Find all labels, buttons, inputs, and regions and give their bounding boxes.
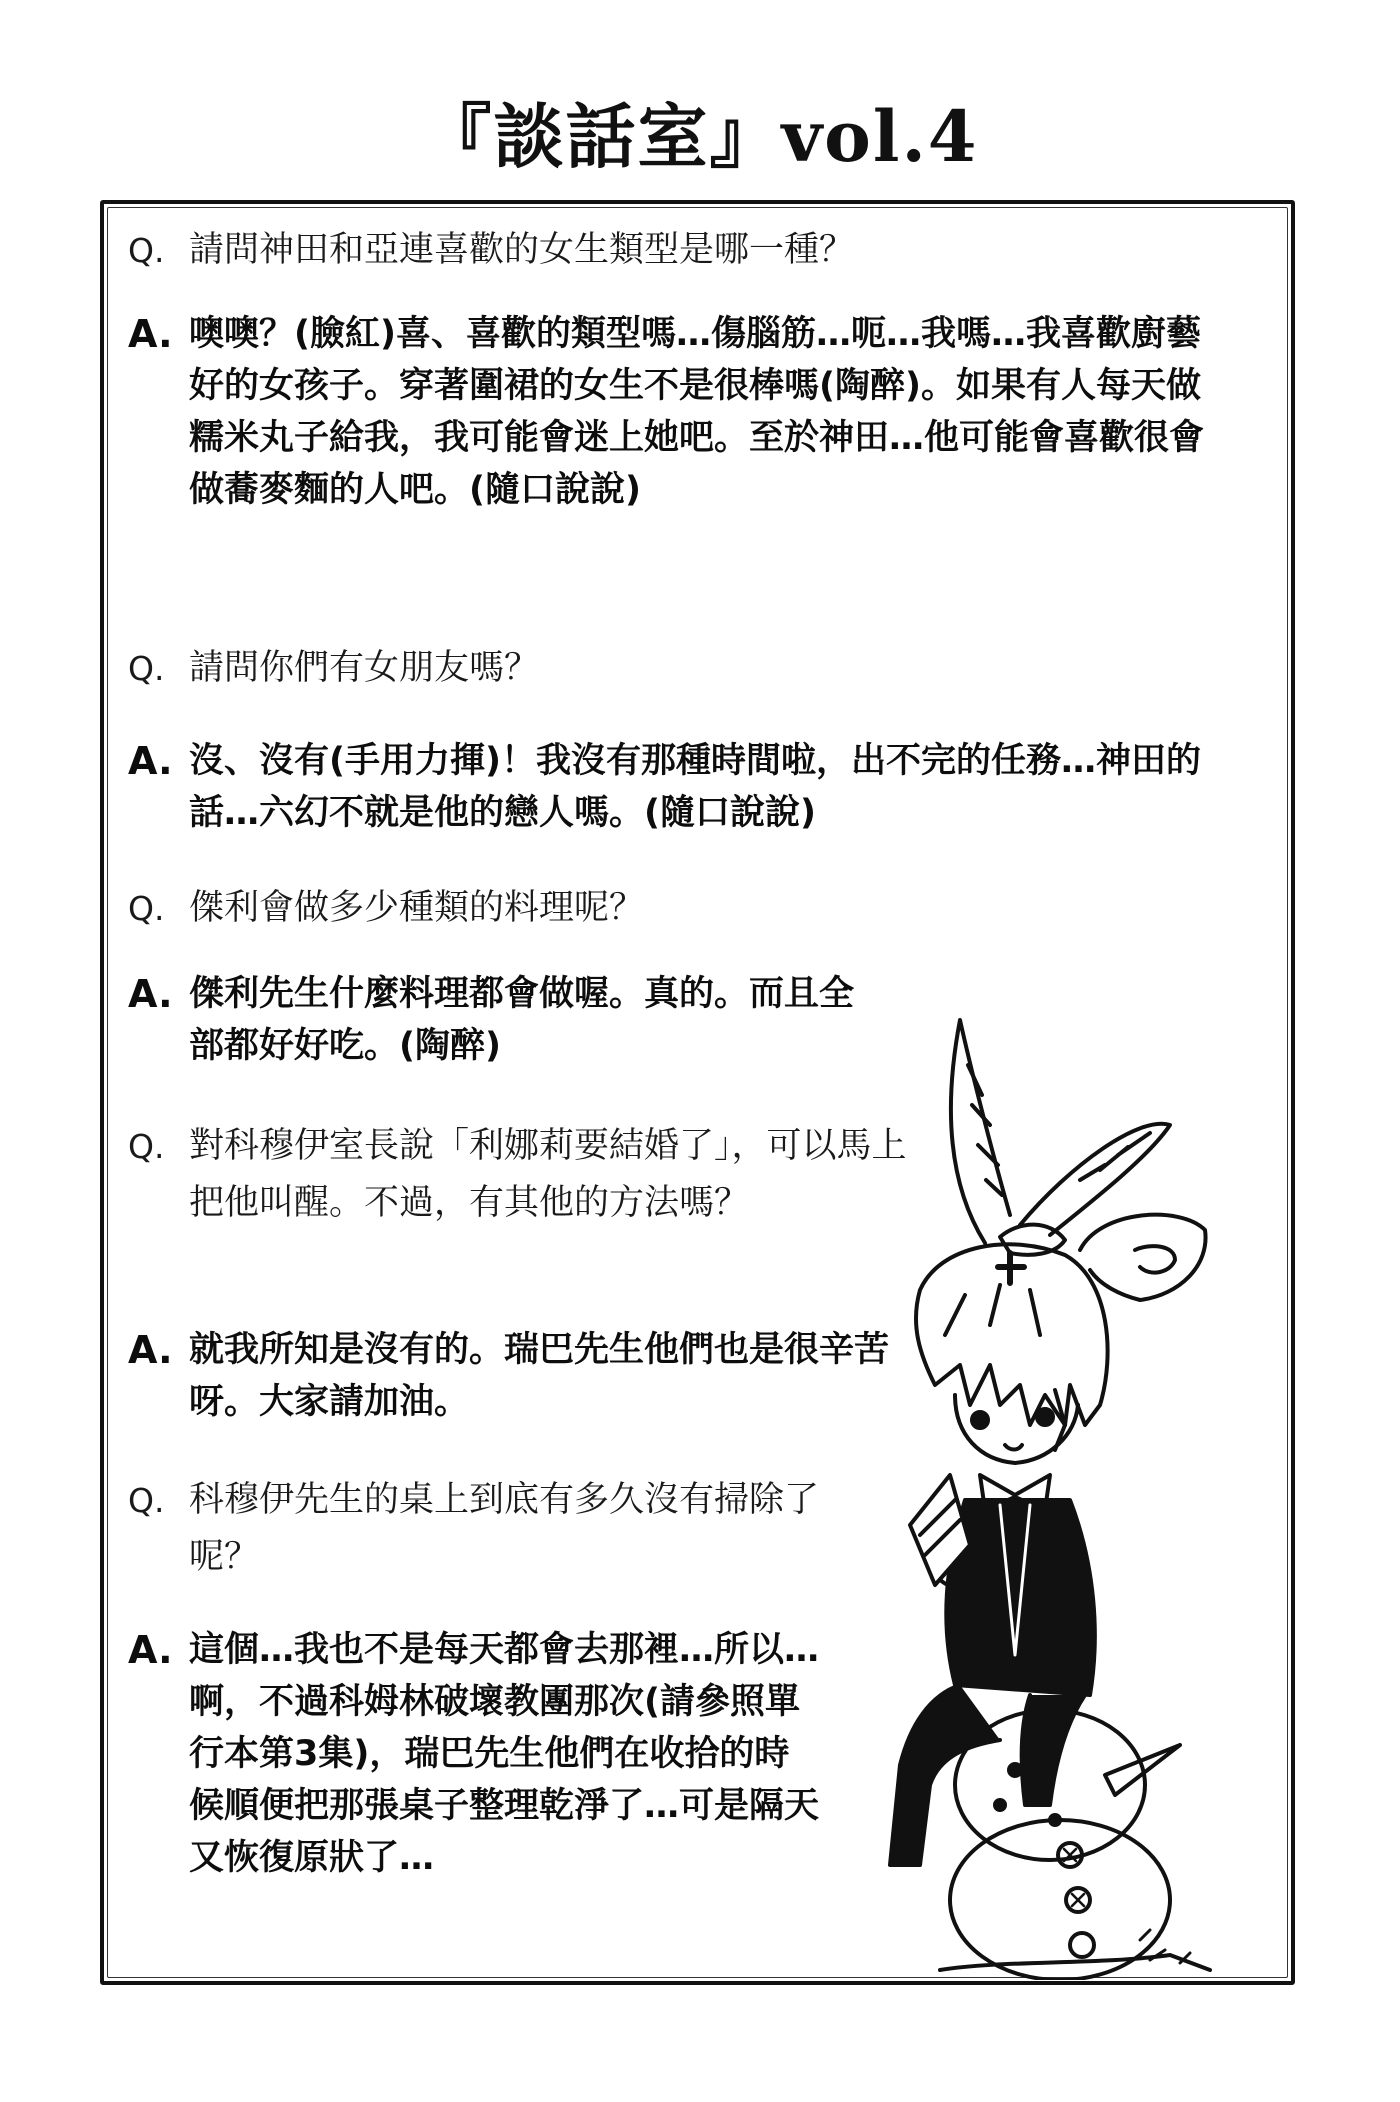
answer-text: 這個…我也不是每天都會去那裡…所以…啊，不過科姆林破壞教團那次(請參照單行本第3集)，瑞巴先生他們在收拾的時候順便把那張桌子整理乾淨了…可是隔天又恢復原狀了… — [189, 1630, 820, 1878]
question-text: 請問你們有女朋友嗎？ — [189, 648, 540, 688]
question-mark: Q. — [128, 1127, 165, 1166]
question-mark: Q. — [128, 231, 165, 270]
question-mark: Q. — [128, 649, 165, 688]
answer-text: 噢噢？(臉紅)喜、喜歡的類型嗎…傷腦筋…呃…我嗎…我喜歡廚藝好的女孩子。穿著圍裙的女生不是很棒嗎(陶醉)。如果有人每天做糯米丸子給我，我可能會迷上她吧。至於神田…他可能會喜歡很會做蕎麥麵的人吧。(隨口說說) — [189, 314, 1205, 510]
page-title: 『談話室』vol.4 — [421, 95, 979, 178]
qa-question-1 — [128, 222, 1228, 279]
question-text: 對科穆伊室長說「利娜莉要結婚了」，可以馬上把他叫醒。不過，有其他的方法嗎？ — [189, 1126, 907, 1223]
question-mark: Q. — [128, 889, 165, 928]
qa-question-3 — [128, 880, 1228, 937]
answer-mark: A. — [128, 739, 173, 783]
answer-text: 沒、沒有(手用力揮)！我沒有那種時間啦，出不完的任務…神田的話…六幻不就是他的戀人嗎。(隨口說說) — [189, 741, 1201, 833]
qa-answer-2 — [128, 735, 1228, 839]
question-text: 請問神田和亞連喜歡的女生類型是哪一種？ — [189, 230, 855, 270]
question-mark: Q. — [128, 1481, 165, 1520]
answer-text: 傑利先生什麼料理都會做喔。真的。而且全部都好好吃。(陶醉) — [189, 974, 855, 1066]
answer-text: 就我所知是沒有的。瑞巴先生他們也是很辛苦呀。大家請加油。 — [189, 1330, 890, 1422]
qa-answer-1 — [128, 308, 1228, 516]
character-illustration — [850, 1005, 1270, 1980]
answer-mark: A. — [128, 1328, 173, 1372]
question-text: 傑利會做多少種類的料理呢？ — [189, 888, 645, 928]
answer-mark: A. — [128, 972, 173, 1016]
qa-question-2 — [128, 640, 1228, 697]
question-text: 科穆伊先生的桌上到底有多久沒有掃除了呢？ — [189, 1480, 820, 1577]
answer-mark: A. — [128, 1628, 173, 1672]
answer-mark: A. — [128, 312, 173, 356]
